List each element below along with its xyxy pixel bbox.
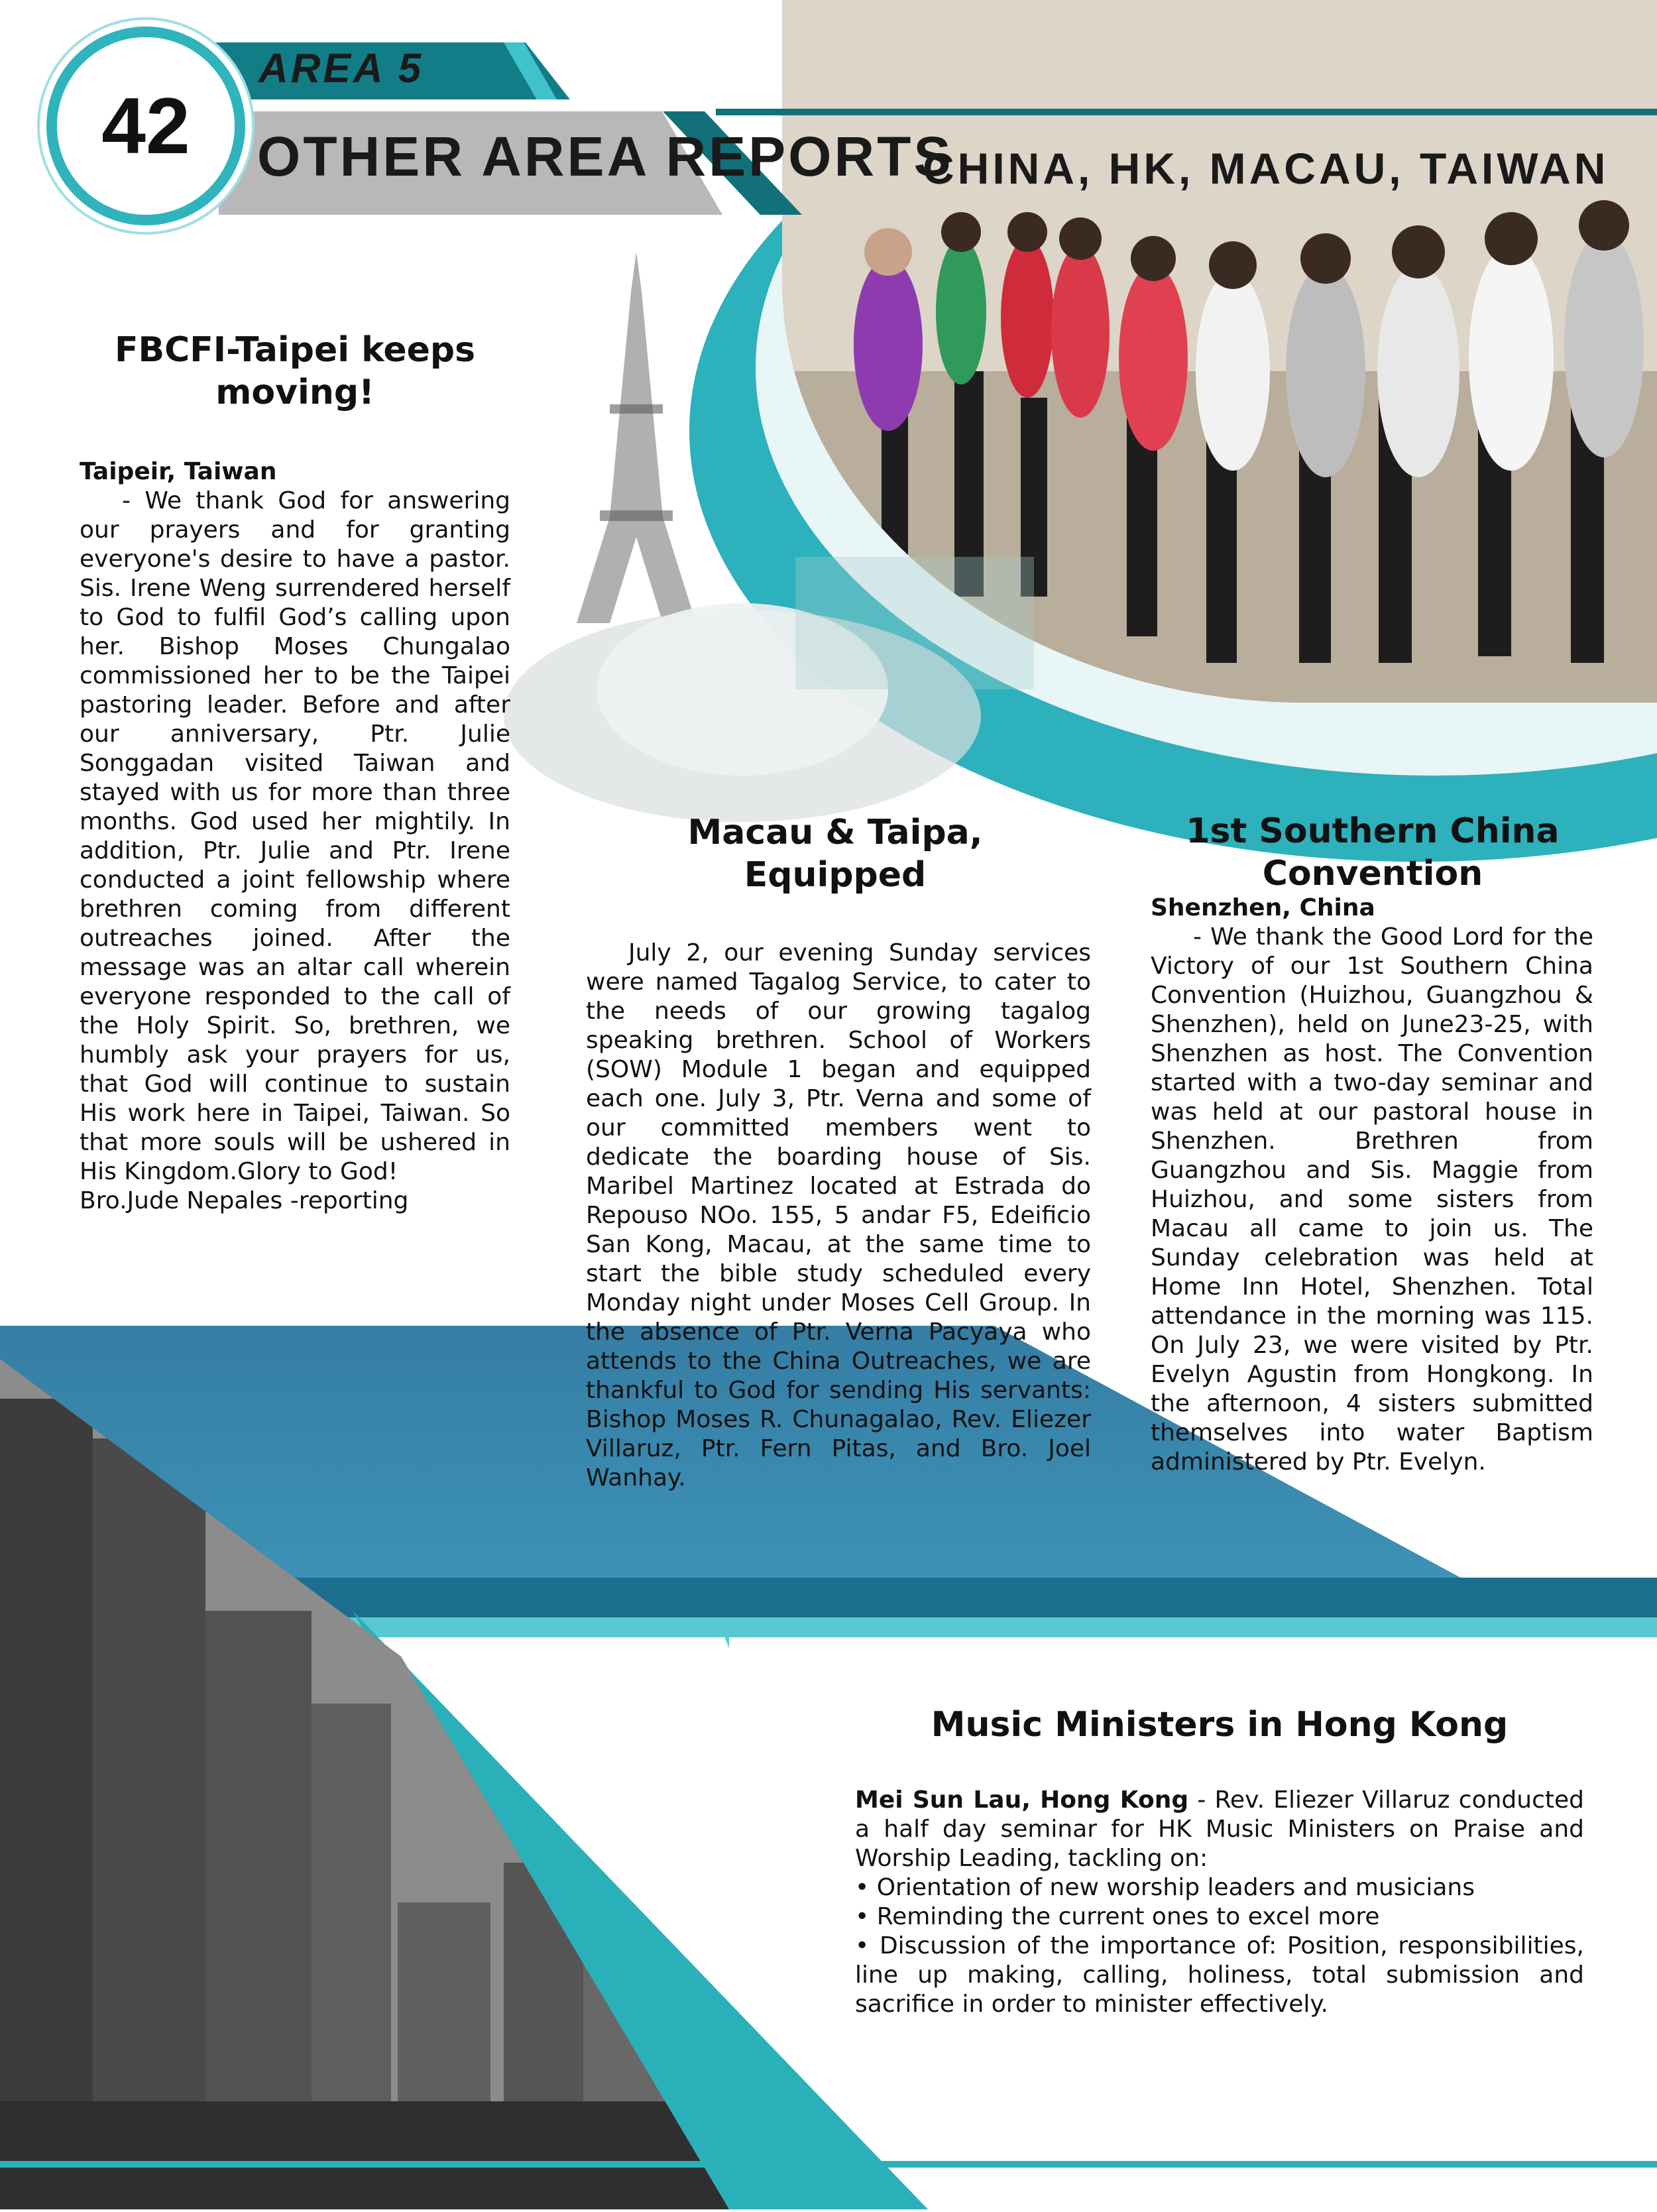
music-intro: - Rev. Eliezer Villaruz conducted a half day seminar for HK Music Ministers on Praise and Worship Leading, tackling on: <box>855 1786 1584 1872</box>
music-location: Mei Sun Lau, Hong Kong <box>855 1786 1189 1814</box>
macau-article <box>586 939 1091 1493</box>
macau-body: July 2, our evening Sunday services were named Tagalog Service, to cater to the needs of our growing tagalog speaking brethren. School of Workers (SOW) Module 1 began and equipped each one. July 3, Ptr. Verna and some of our committed members went to dedicate the boarding house of Sis. Maribel Martinez located at Estrada do Repouso NOo. 155, 5 andar F5, Edeificio San Kong, Macau, at the same time to start the bible study scheduled every Monday night under Moses Cell Group. In the absence of Ptr. Verna Pacyaya who attends to the China Outreaches, we are thankful to God for sending His servants: Bishop Moses R. Chunagalao, Rev. Eliezer Villaruz, Ptr. Fern Pitas, and Bro. Joel Wanhay. <box>586 939 1091 1491</box>
music-article <box>855 1786 1584 2019</box>
taipei-reporter: Bro.Jude Nepales -reporting <box>80 1187 409 1214</box>
music-headline: Music Ministers in Hong Kong <box>931 1705 1509 1745</box>
area-label: AREA 5 <box>258 46 424 91</box>
music-topic-list <box>855 1873 1584 2019</box>
bottom-rule <box>0 2161 1657 2168</box>
convention-body: - We thank the Good Lord for the Victory of our 1st Southern China Convention (Huizhou, Guangzhou & Shenzhen), held on June23-25, with Shenzhen as host. The Convention started with a two-day seminar and was held at our pastoral house in Shenzhen. Brethren from Guangzhou and Sis. Maggie from Huizhou, and some sisters from Macau all came to join us. The Sunday celebration was held at Home Inn Hotel, Shenzhen. Total attendance in the morning was 115. On July 23, we were visited by Ptr. Evelyn Agustin from Hongkong. In the afternoon, 4 sisters submitted themselves into water Baptism administered by Ptr. Evelyn. <box>1151 923 1593 1476</box>
music-topic: • Reminding the current ones to excel more <box>855 1902 1584 1932</box>
fountain-illustration <box>464 517 1127 822</box>
taipei-location: Taipeir, Taiwan <box>80 458 277 485</box>
convention-article <box>1151 894 1593 1477</box>
region-title: CHINA, HK, MACAU, TAIWAN <box>923 144 1609 193</box>
page-number-badge <box>46 27 245 225</box>
taipei-body: - We thank God for answering our prayers and for granting everyone's desire to have a pastor. Sis. Irene Weng surrendered herself to God to fulfil God’s calling upon her. Bishop Moses Chungalao commissioned her to be the Taipei pastoring leader. Before and after our anniversary, Ptr. Julie Songgadan visited Taiwan and stayed with us for more than three months. God used her mightily. In addition, Ptr. Julie and Ptr. Irene conducted a joint fellowship where brethren coming from different outreaches joined. After the message was an altar call wherein everyone responded to the call of the Holy Spirit. So, brethren, we humbly ask your prayers for us, that God will continue to sustain His work here in Taipei, Taiwan. So that more souls will be ushered in His Kingdom.Glory to God! <box>80 487 510 1185</box>
taipei-article <box>80 457 510 1216</box>
region-rule <box>716 109 1657 115</box>
section-title: OTHER AREA REPORTS <box>257 125 954 188</box>
music-topic: • Orientation of new worship leaders and musicians <box>855 1873 1584 1902</box>
macau-headline: Macau & Taipa, Equipped <box>687 813 983 895</box>
convention-location: Shenzhen, China <box>1151 894 1375 921</box>
music-topic: • Discussion of the importance of: Position, responsibilities, line up making, calling, holiness, total submission and sacrifice in order to minister effectively. <box>855 1932 1584 2019</box>
convention-headline: 1st Southern China Convention <box>1186 811 1560 894</box>
page-number: 42 <box>101 82 190 170</box>
taipei-headline: FBCFI-Taipei keeps moving! <box>114 330 476 412</box>
